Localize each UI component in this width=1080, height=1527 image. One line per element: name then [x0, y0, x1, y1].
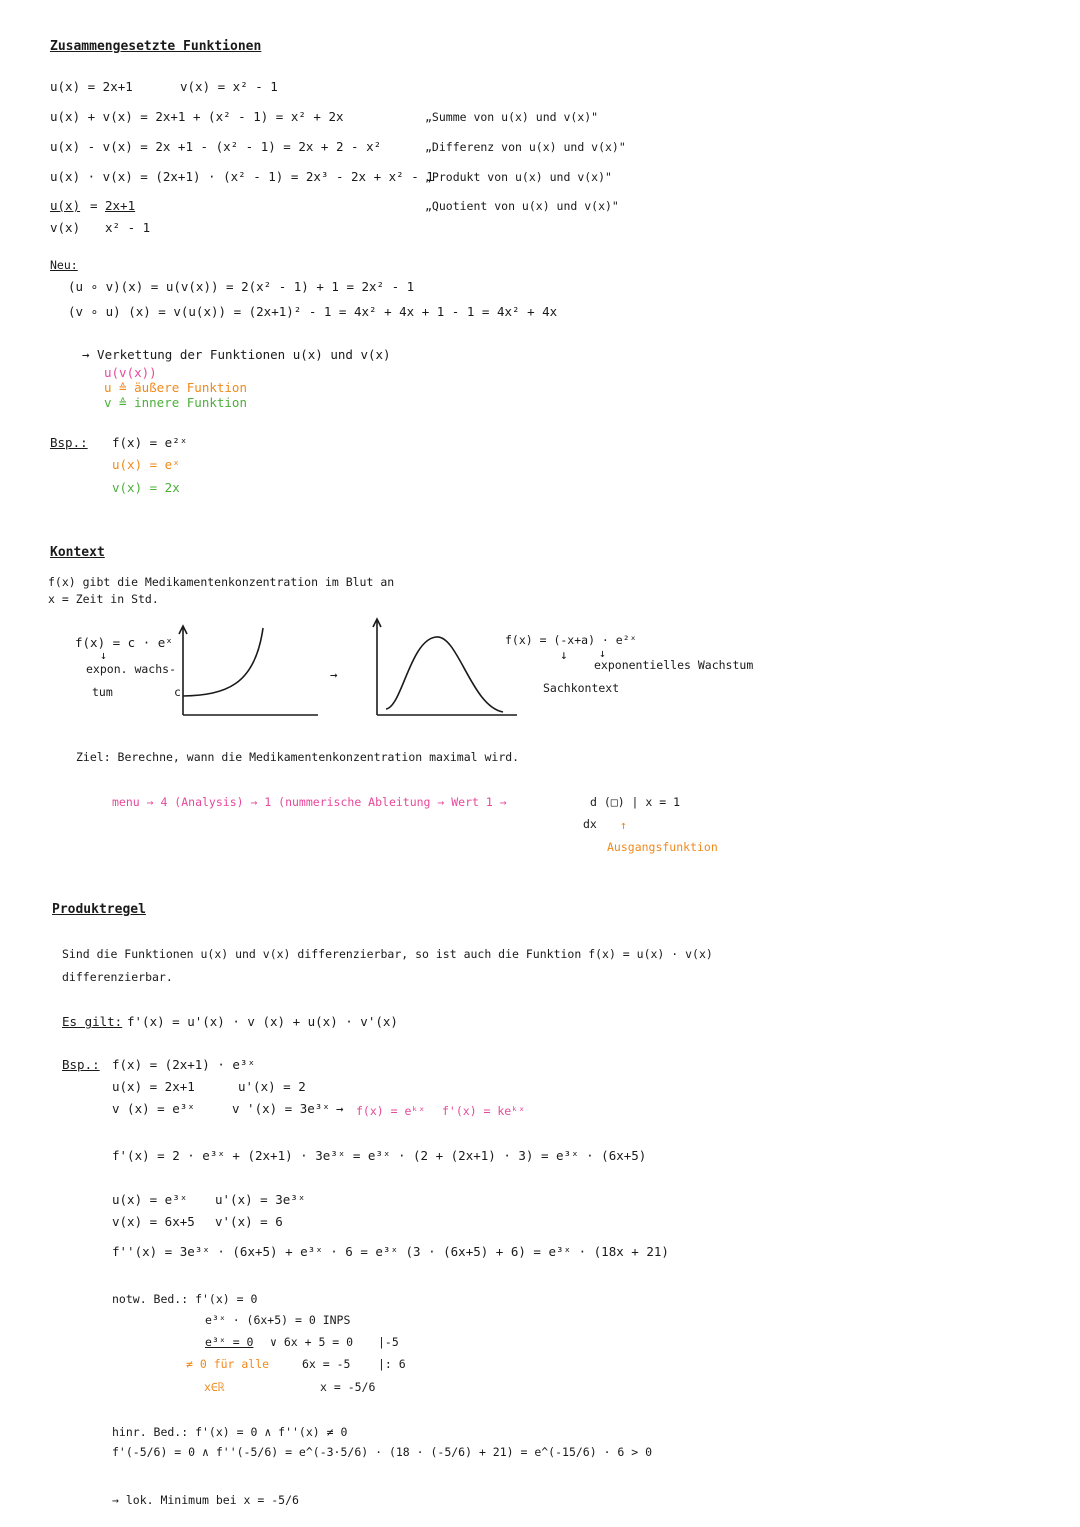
produktregel-title: Produktregel	[52, 902, 146, 917]
label-sum: „Summe von u(x) und v(x)"	[425, 110, 599, 124]
sufficient-check: f'(-5/6) = 0 ∧ f''(-5/6) = e^(-3·5/6) · (18 · (-5/6) + 21) = e^(-15/6) · 6 > 0	[112, 1445, 653, 1459]
kontext-title: Kontext	[50, 545, 105, 560]
label-difference: „Differenz von u(x) und v(x)"	[425, 140, 626, 154]
second-u: u(x) = e³ˣ	[112, 1192, 188, 1207]
derivative-notation: d (□) | x = 1	[590, 795, 681, 809]
exp-label-1: expon. wachs-	[86, 662, 177, 676]
local-minimum-result: → lok. Minimum bei x = -5/6	[112, 1493, 299, 1507]
title-composite-functions: Zusammengesetzte Funktionen	[50, 39, 262, 54]
v-definition: v(x) = x² - 1	[180, 79, 278, 94]
example-v: v(x) = 2x	[112, 480, 180, 495]
quotient-rhs-denominator: x² - 1	[105, 220, 151, 235]
bsp-u: u(x) = 2x+1	[112, 1079, 195, 1094]
second-v: v(x) = 6x+5	[112, 1214, 195, 1229]
modified-arrow: ↓	[560, 647, 568, 662]
produktregel-statement-1: Sind die Funktionen u(x) und v(x) differenzierbar, so ist auch die Funktion f(x) = u(x) · v(x)	[62, 947, 713, 961]
produktregel-statement-2: differenzierbar.	[62, 970, 173, 984]
label-quotient: „Quotient von u(x) und v(x)"	[425, 199, 619, 213]
necessary-step-3a: ≠ 0 für alle	[186, 1357, 270, 1371]
label-product: „Produkt von u(x) und v(x)"	[425, 170, 612, 184]
necessary-step-4a: x∈ℝ	[204, 1380, 225, 1394]
necessary-step-2b: ∨ 6x + 5 = 0	[270, 1335, 354, 1349]
necessary-step-2c: |-5	[378, 1335, 399, 1349]
exp-arrow: ↓	[100, 648, 107, 662]
dx-notation: dx	[583, 817, 597, 831]
modified-function: f(x) = (-x+a) · e²ˣ	[505, 633, 637, 647]
necessary-step-1: e³ˣ · (6x+5) = 0 INPS	[205, 1313, 351, 1327]
necessary-step-2a: e³ˣ = 0	[205, 1335, 254, 1349]
quotient-equals: =	[90, 198, 98, 213]
graph-bell	[373, 619, 517, 715]
es-gilt-label: Es gilt:	[62, 1014, 123, 1029]
kontext-line1: f(x) gibt die Medikamentenkonzentration im Blut an	[48, 575, 395, 589]
sufficient-condition: hinr. Bed.: f'(x) = 0 ∧ f''(x) ≠ 0	[112, 1425, 348, 1439]
calculator-menu-path: menu → 4 (Analysis) → 1 (nummerische Ableitung → Wert 1 →	[112, 795, 507, 809]
modified-small-arrow: ↓	[599, 646, 606, 660]
bsp-dv: v '(x) = 3e³ˣ	[232, 1101, 330, 1116]
up-arrow: ↑	[620, 818, 627, 832]
exp-function: f(x) = c · eˣ	[75, 635, 173, 650]
example-u: u(x) = eˣ	[112, 457, 180, 472]
hint-exp-derivative: f'(x) = keᵏˣ	[442, 1104, 526, 1118]
verkettung-note: → Verkettung der Funktionen u(x) und v(x)	[82, 347, 391, 362]
hint-arrow: →	[336, 1101, 344, 1116]
inner-function-note: v ≙ innere Funktion	[104, 395, 247, 410]
product-line: u(x) · v(x) = (2x+1) · (x² - 1) = 2x³ - 2x + x² - 1	[50, 169, 434, 184]
necessary-step-3b: 6x = -5	[302, 1357, 351, 1371]
u-definition: u(x) = 2x+1	[50, 79, 133, 94]
second-dv: v'(x) = 6	[215, 1214, 283, 1229]
composition-u-of-v: (u ∘ v)(x) = u(v(x)) = 2(x² - 1) + 1 = 2x² - 1	[68, 279, 415, 294]
exp-growth-label: exponentielles Wachstum	[594, 658, 754, 672]
hint-exp: f(x) = eᵏˣ	[356, 1104, 426, 1118]
bsp-label: Bsp.:	[62, 1057, 100, 1072]
necessary-step-3c: |: 6	[378, 1357, 406, 1371]
quotient-denominator: v(x)	[50, 220, 81, 235]
bsp-function: f(x) = (2x+1) · e³ˣ	[112, 1057, 255, 1072]
second-derivative: f''(x) = 3e³ˣ · (6x+5) + e³ˣ · 6 = e³ˣ (3 · (6x+5) + 6) = e³ˣ · (18x + 21)	[112, 1244, 669, 1259]
second-du: u'(x) = 3e³ˣ	[215, 1192, 306, 1207]
graph-c-label: c	[174, 685, 181, 699]
quotient-rhs-numerator: 2x+1	[105, 198, 136, 213]
outer-function-note: u ≙ äußere Funktion	[104, 380, 247, 395]
graphs-arrow: →	[330, 667, 338, 682]
sum-line: u(x) + v(x) = 2x+1 + (x² - 1) = x² + 2x	[50, 109, 344, 124]
bsp-v: v (x) = e³ˣ	[112, 1101, 195, 1116]
necessary-condition: notw. Bed.: f'(x) = 0	[112, 1292, 258, 1306]
example-label: Bsp.:	[50, 435, 88, 450]
goal-statement: Ziel: Berechne, wann die Medikamentenkonzentration maximal wird.	[76, 750, 520, 764]
sachkontext-label: Sachkontext	[543, 681, 620, 695]
first-derivative: f'(x) = 2 · e³ˣ + (2x+1) · 3e³ˣ = e³ˣ · (2 + (2x+1) · 3) = e³ˣ · (6x+5)	[112, 1148, 647, 1163]
example-f: f(x) = e²ˣ	[112, 435, 188, 450]
difference-line: u(x) - v(x) = 2x +1 - (x² - 1) = 2x + 2 - x²	[50, 139, 382, 154]
bsp-du: u'(x) = 2	[238, 1079, 306, 1094]
exp-label-2: tum	[92, 685, 113, 699]
necessary-step-4b: x = -5/6	[320, 1380, 376, 1394]
neu-label: Neu:	[50, 258, 78, 272]
produktregel-formula: f'(x) = u'(x) · v (x) + u(x) · v'(x)	[127, 1014, 398, 1029]
ausgangsfunktion-label: Ausgangsfunktion	[607, 840, 718, 854]
composition-v-of-u: (v ∘ u) (x) = v(u(x)) = (2x+1)² - 1 = 4x² + 4x + 1 - 1 = 4x² + 4x	[68, 304, 558, 319]
graph-exponential	[179, 626, 318, 715]
kontext-line2: x = Zeit in Std.	[48, 592, 159, 606]
uvx-notation: u(v(x))	[104, 365, 157, 380]
quotient-numerator: u(x)	[50, 198, 81, 213]
